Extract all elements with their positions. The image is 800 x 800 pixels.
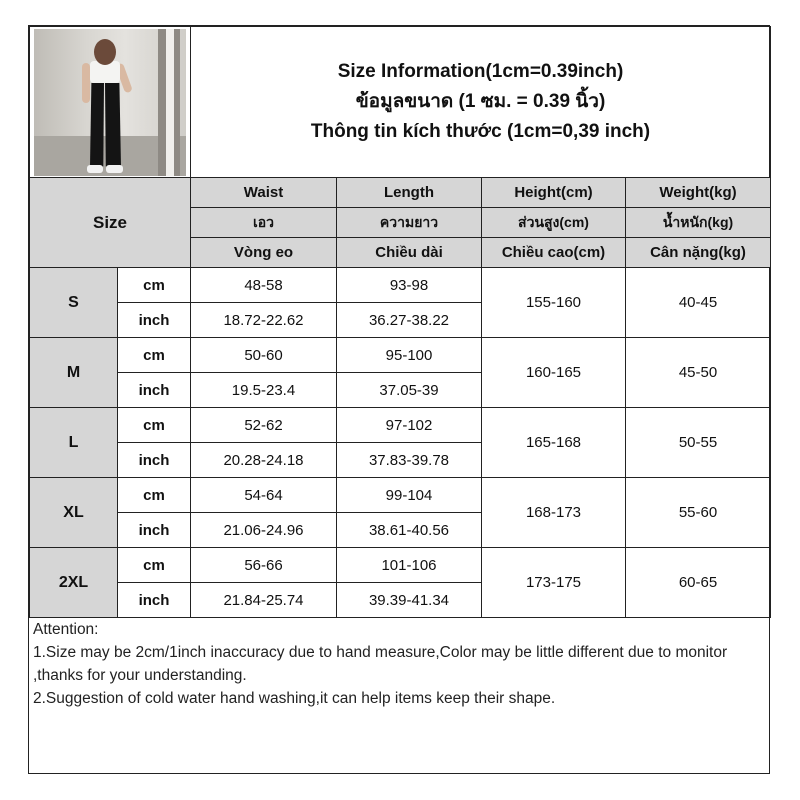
size-name-cell: M xyxy=(30,338,118,408)
size-chart-sheet xyxy=(28,25,770,774)
weight-header-en: Weight(kg) xyxy=(626,178,771,208)
unit-cm-cell: cm xyxy=(118,338,191,373)
waist-cm-cell: 50-60 xyxy=(191,338,337,373)
waist-inch-cell: 18.72-22.62 xyxy=(191,303,337,338)
title-english: Size Information(1cm=0.39inch) xyxy=(337,61,624,82)
attention-note-2: 2.Suggestion of cold water hand washing,it can help items keep their shape. xyxy=(33,690,556,707)
weight-header-th: น้ำหนัก(kg) xyxy=(626,208,771,238)
length-header-th: ความยาว xyxy=(337,208,482,238)
table-row xyxy=(30,338,771,373)
weight-header-vi: Cân nặng(kg) xyxy=(626,238,771,268)
size-name-cell: 2XL xyxy=(30,548,118,618)
height-cell: 168-173 xyxy=(482,478,626,548)
unit-inch-cell: inch xyxy=(118,513,191,548)
unit-inch-cell: inch xyxy=(118,583,191,618)
length-cm-cell: 95-100 xyxy=(337,338,482,373)
length-cm-cell: 93-98 xyxy=(337,268,482,303)
table-row xyxy=(30,408,771,443)
weight-cell: 50-55 xyxy=(626,408,771,478)
height-header-en: Height(cm) xyxy=(482,178,626,208)
unit-inch-cell: inch xyxy=(118,373,191,408)
size-name-cell: S xyxy=(30,268,118,338)
attention-note-1: 1.Size may be 2cm/1inch inaccuracy due to hand measure,Color may be little different due to monitor ,thanks for your understanding. xyxy=(33,644,728,684)
length-inch-cell: 39.39-41.34 xyxy=(337,583,482,618)
weight-cell: 55-60 xyxy=(626,478,771,548)
weight-cell: 45-50 xyxy=(626,338,771,408)
size-header: Size xyxy=(30,178,191,268)
height-cell: 165-168 xyxy=(482,408,626,478)
length-cm-cell: 97-102 xyxy=(337,408,482,443)
waist-cm-cell: 54-64 xyxy=(191,478,337,513)
size-name-cell: XL xyxy=(30,478,118,548)
unit-cm-cell: cm xyxy=(118,268,191,303)
title-block xyxy=(191,27,771,178)
height-cell: 160-165 xyxy=(482,338,626,408)
table-row xyxy=(30,268,771,303)
waist-inch-cell: 21.84-25.74 xyxy=(191,583,337,618)
unit-inch-cell: inch xyxy=(118,303,191,338)
title-thai: ข้อมูลขนาด (1 ซม. = 0.39 นิ้ว) xyxy=(355,91,606,112)
waist-inch-cell: 19.5-23.4 xyxy=(191,373,337,408)
waist-cm-cell: 52-62 xyxy=(191,408,337,443)
waist-cm-cell: 56-66 xyxy=(191,548,337,583)
height-header-vi: Chiều cao(cm) xyxy=(482,238,626,268)
length-inch-cell: 36.27-38.22 xyxy=(337,303,482,338)
title-vietnamese: Thông tin kích thước (1cm=0,39 inch) xyxy=(310,121,651,142)
unit-inch-cell: inch xyxy=(118,443,191,478)
length-header-en: Length xyxy=(337,178,482,208)
unit-cm-cell: cm xyxy=(118,408,191,443)
product-photo xyxy=(34,29,186,176)
attention-heading: Attention: xyxy=(33,621,99,638)
table-row xyxy=(30,548,771,583)
waist-cm-cell: 48-58 xyxy=(191,268,337,303)
length-inch-cell: 38.61-40.56 xyxy=(337,513,482,548)
unit-cm-cell: cm xyxy=(118,548,191,583)
attention-notes xyxy=(33,618,767,710)
height-cell: 173-175 xyxy=(482,548,626,618)
waist-inch-cell: 21.06-24.96 xyxy=(191,513,337,548)
waist-header-en: Waist xyxy=(191,178,337,208)
weight-cell: 60-65 xyxy=(626,548,771,618)
height-header-th: ส่วนสูง(cm) xyxy=(482,208,626,238)
length-cm-cell: 99-104 xyxy=(337,478,482,513)
length-cm-cell: 101-106 xyxy=(337,548,482,583)
size-table xyxy=(29,26,771,618)
table-row xyxy=(30,478,771,513)
height-cell: 155-160 xyxy=(482,268,626,338)
length-header-vi: Chiều dài xyxy=(337,238,482,268)
unit-cm-cell: cm xyxy=(118,478,191,513)
weight-cell: 40-45 xyxy=(626,268,771,338)
waist-header-th: เอว xyxy=(191,208,337,238)
waist-inch-cell: 20.28-24.18 xyxy=(191,443,337,478)
product-photo-cell xyxy=(30,27,191,178)
length-inch-cell: 37.83-39.78 xyxy=(337,443,482,478)
size-name-cell: L xyxy=(30,408,118,478)
waist-header-vi: Vòng eo xyxy=(191,238,337,268)
length-inch-cell: 37.05-39 xyxy=(337,373,482,408)
